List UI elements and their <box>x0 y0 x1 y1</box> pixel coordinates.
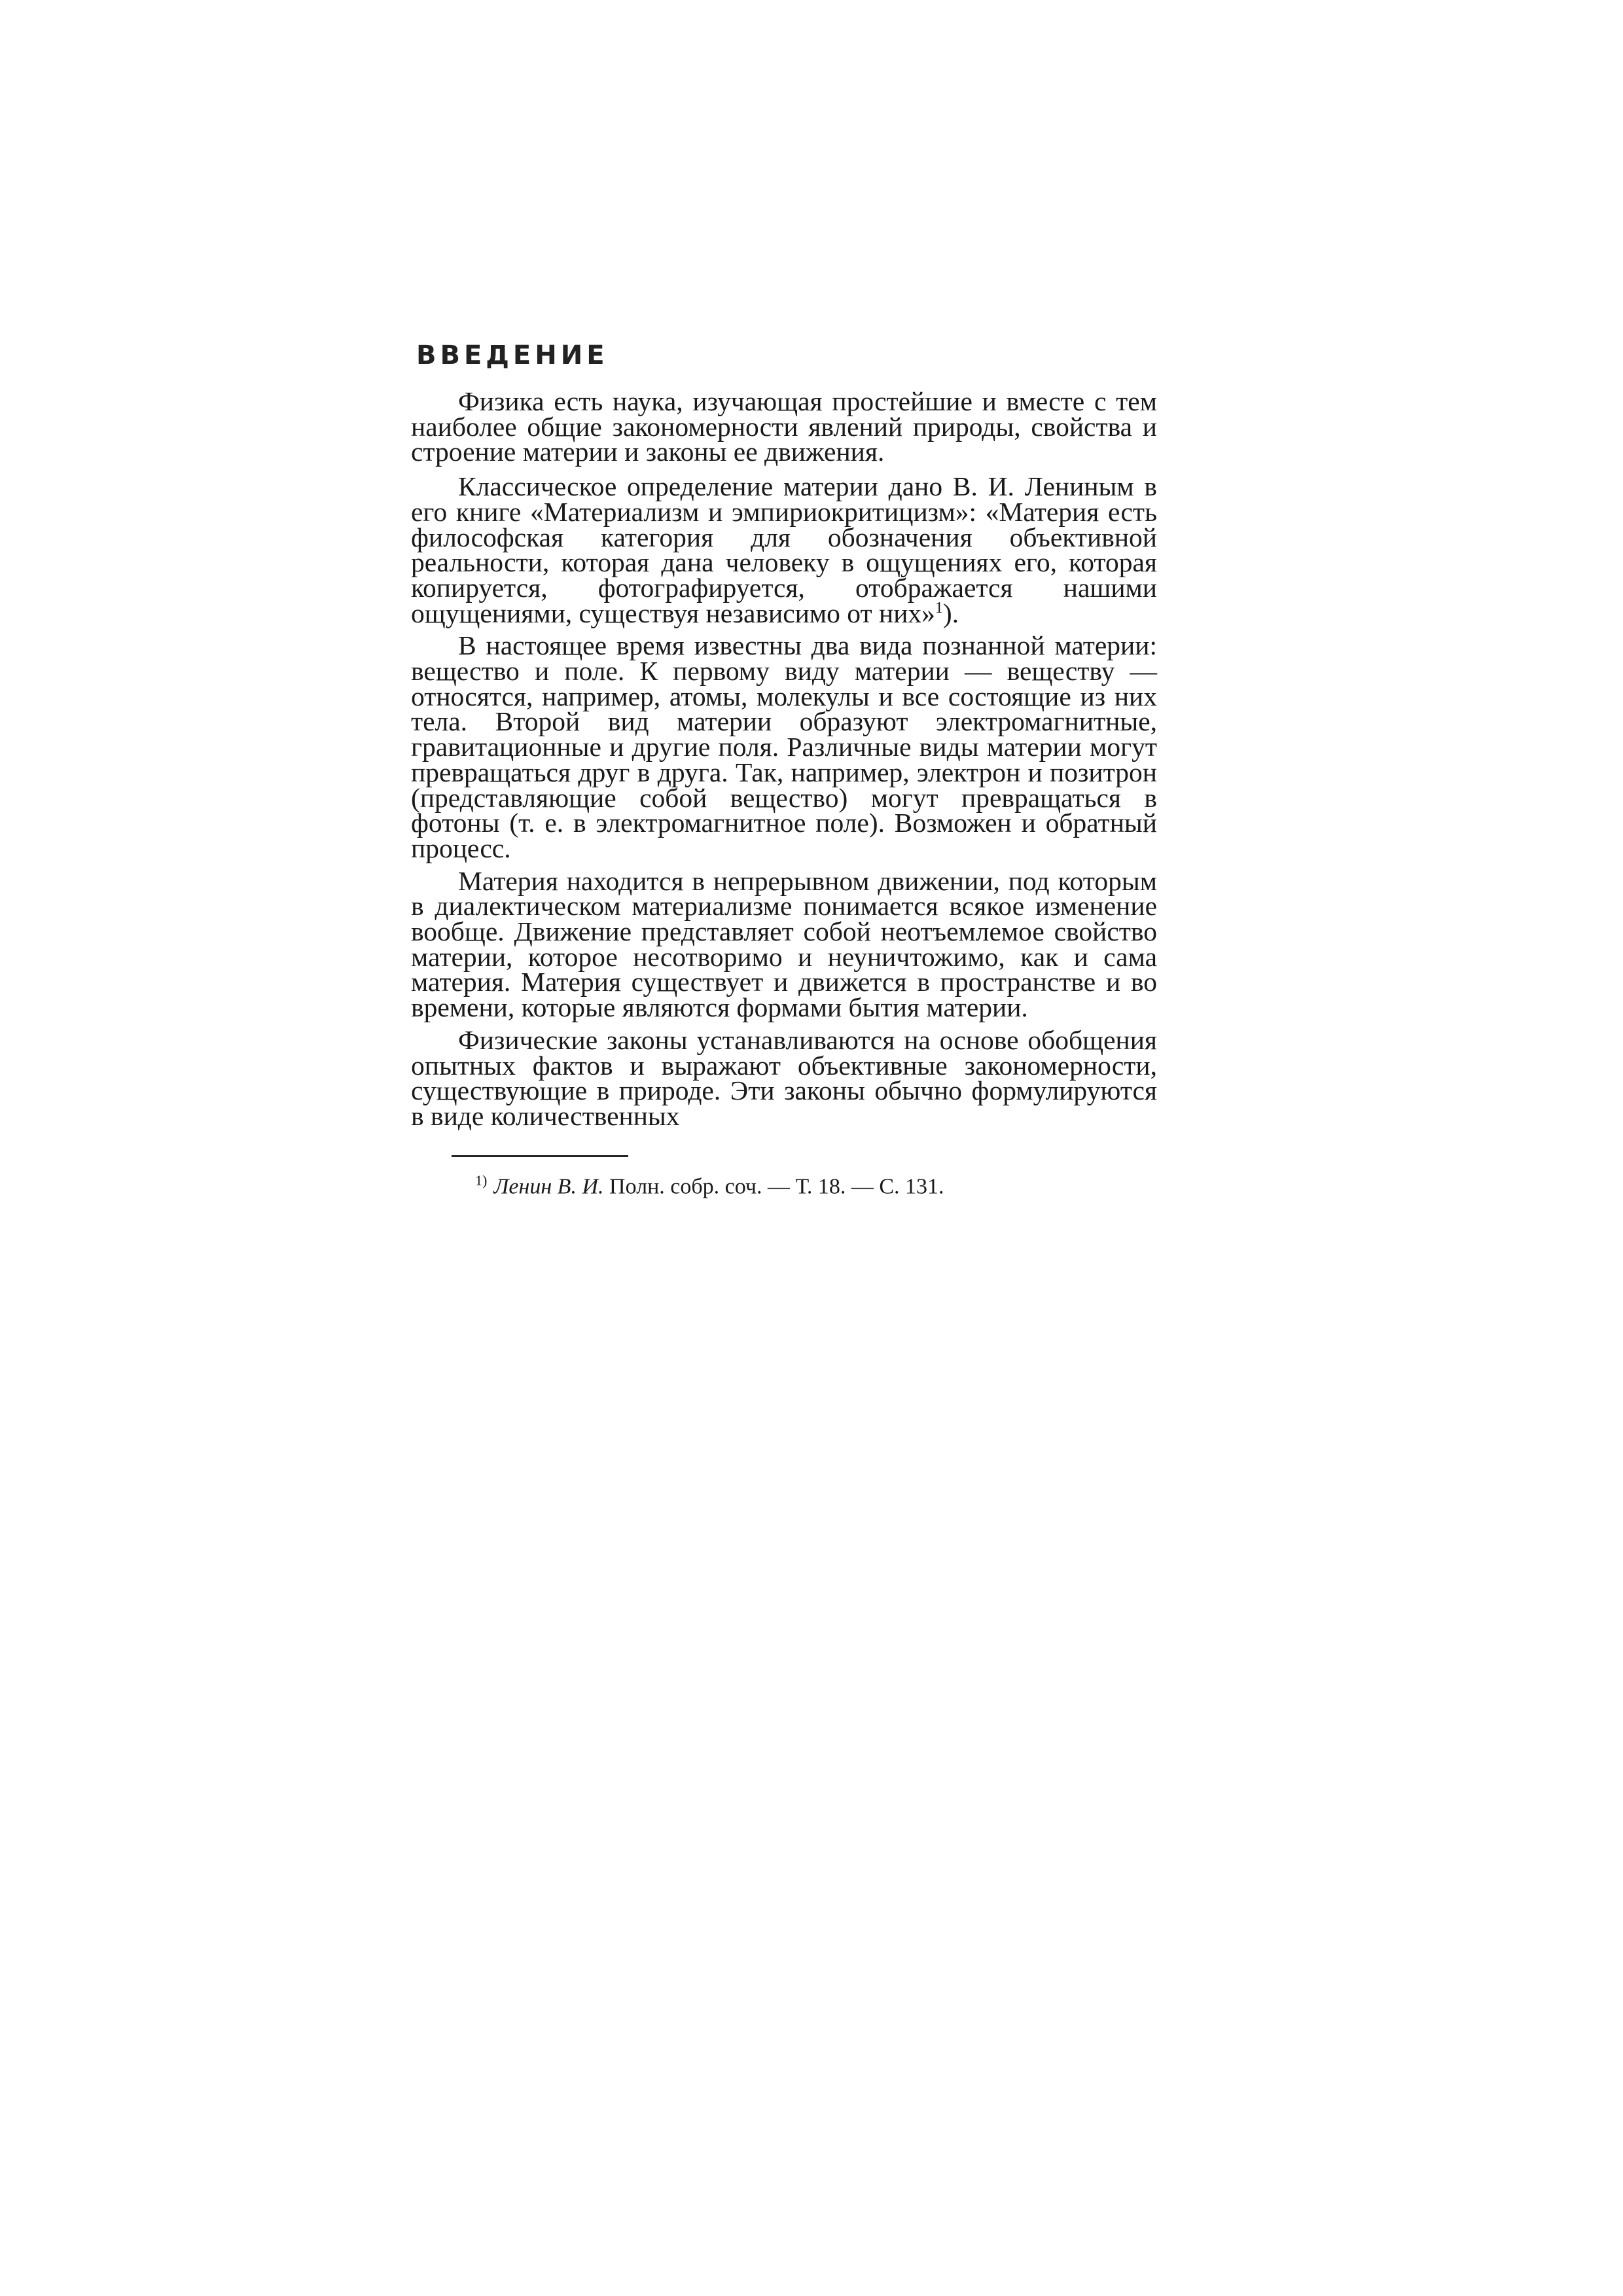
paragraph-1: Физика есть наука, изучающая простейшие и вместе с тем наиболее общие закономерности явлений природы, свойства и строение материи и законы ее движения. <box>411 386 1157 467</box>
footnote-author: Ленин В. И. <box>493 1174 604 1199</box>
paragraph-2 <box>411 471 1157 628</box>
footnote-reference: 1 <box>935 599 943 617</box>
paragraph-3: В настоящее время известны два вида познанной материи: вещество и поле. К первому виду материи — веществу — относятся, например, атомы, молекулы и все состоящие из них тела. Второй вид материи образуют электромагнитные, гравитационные и другие поля. Различные виды материи могут превращаться друг в друга. Так, например, электрон и позитрон (представляющие собой вещество) могут превращаться в фотоны (т. е. в электромагнитное поле). Возможен и обратный процесс. <box>411 630 1157 863</box>
footnote-divider <box>452 1155 628 1157</box>
paragraph-4: Материя находится в непрерывном движении, под которым в диалектическом материализме понимается всякое изменение вообще. Движение представляет собой неотъемлемое свойство материи, которое несотворимо и неуничтожимо, как и сама материя. Материя существует и движется в пространстве и во времени, которые являются формами бытия материи. <box>411 865 1157 1023</box>
paragraph-2-text: Классическое определение материи дано В. И. Лениным в его книге «Материализм и эмпириокритицизм»: «Материя есть философская категория для обозначения объективной реальности, которая дана человеку в ощущениях его, которая копируется, фотографируется, отображается нашими ощущениями, существуя независимо от них» <box>411 471 1157 628</box>
footnote <box>475 1168 1157 1200</box>
footnote-mark: 1) <box>475 1172 488 1189</box>
section-heading: ВВЕДЕНИЕ <box>416 340 609 370</box>
footnote-source: Полн. собр. соч. — Т. 18. — С. 131. <box>609 1174 944 1199</box>
paragraph-2-tail: ). <box>942 598 959 628</box>
page-content <box>411 340 1157 1200</box>
paragraph-5: Физические законы устанавливаются на основе обобщения опытных фактов и выражают объективные закономерности, существующие в природе. Эти законы обычно формулируются в виде количественных <box>411 1024 1157 1131</box>
